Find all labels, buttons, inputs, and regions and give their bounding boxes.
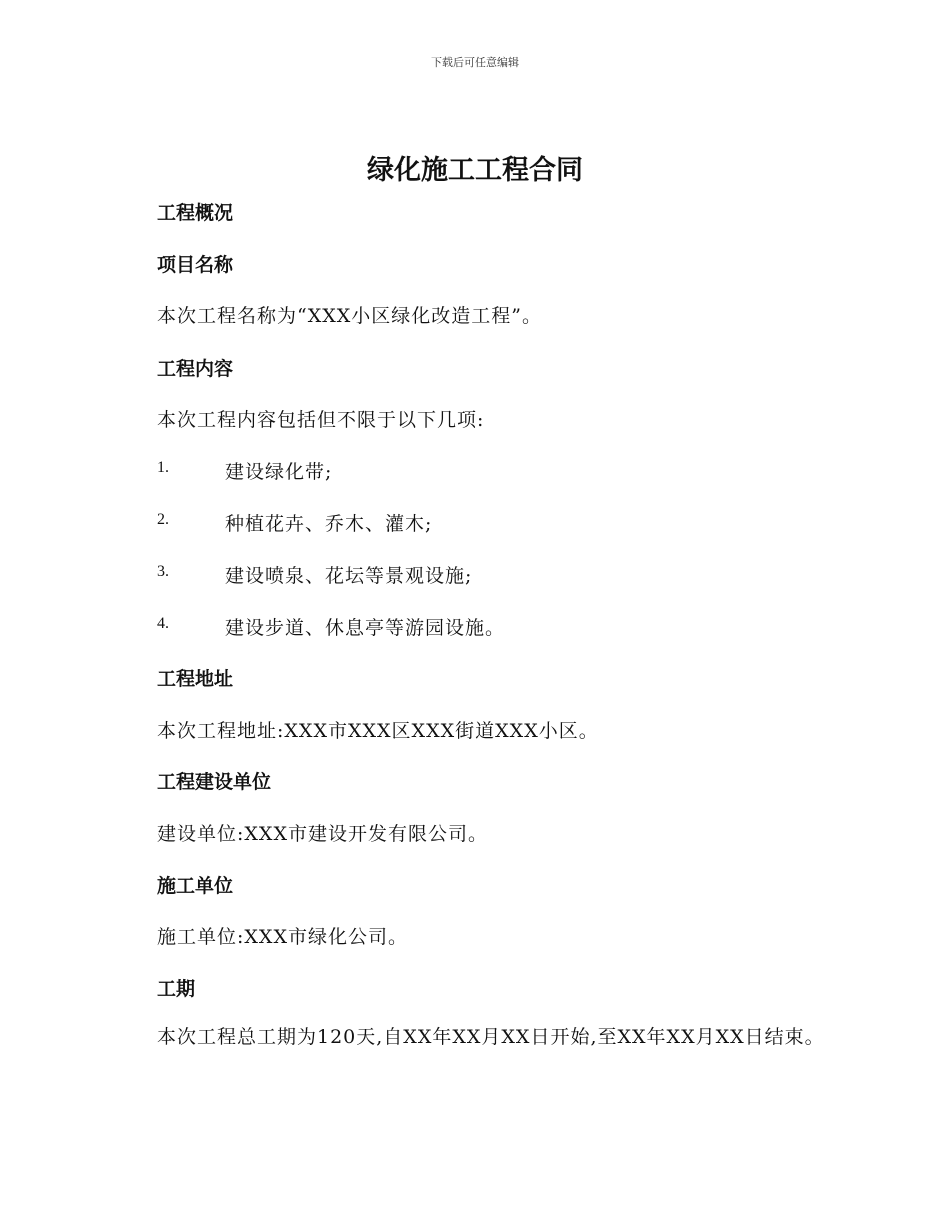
- project-address-text: 本次工程地址:XXX市XXX区XXX街道XXX小区。: [157, 720, 599, 742]
- heading-schedule: 工期: [157, 978, 196, 1000]
- heading-construction-owner: 工程建设单位: [157, 771, 272, 793]
- heading-project-address: 工程地址: [157, 668, 234, 690]
- construction-owner-text: 建设单位:XXX市建设开发有限公司。: [157, 823, 488, 845]
- project-content-intro: 本次工程内容包括但不限于以下几项:: [157, 409, 485, 431]
- section-heading-overview: 工程概况: [157, 202, 234, 224]
- heading-contractor: 施工单位: [157, 875, 234, 897]
- header-note: 下载后可任意编辑: [431, 56, 519, 69]
- list-item-text: 建设绿化带;: [225, 461, 333, 483]
- list-item-text: 种植花卉、乔木、灌木;: [225, 513, 433, 535]
- schedule-text: 本次工程总工期为120天,自XX年XX月XX日开始,至XX年XX月XX日结束。: [157, 1026, 825, 1048]
- list-item-text: 建设步道、休息亭等游园设施。: [225, 617, 506, 639]
- contractor-text: 施工单位:XXX市绿化公司。: [157, 926, 408, 948]
- project-name-text: 本次工程名称为“XXX小区绿化改造工程”。: [157, 305, 543, 327]
- list-item-number: 1.: [157, 459, 169, 476]
- heading-project-name: 项目名称: [157, 254, 234, 276]
- list-item-text: 建设喷泉、花坛等景观设施;: [225, 565, 473, 587]
- heading-project-content: 工程内容: [157, 358, 234, 380]
- list-item-number: 2.: [157, 511, 169, 528]
- list-item-number: 3.: [157, 563, 169, 580]
- document-title: 绿化施工工程合同: [367, 155, 583, 186]
- list-item-number: 4.: [157, 615, 169, 632]
